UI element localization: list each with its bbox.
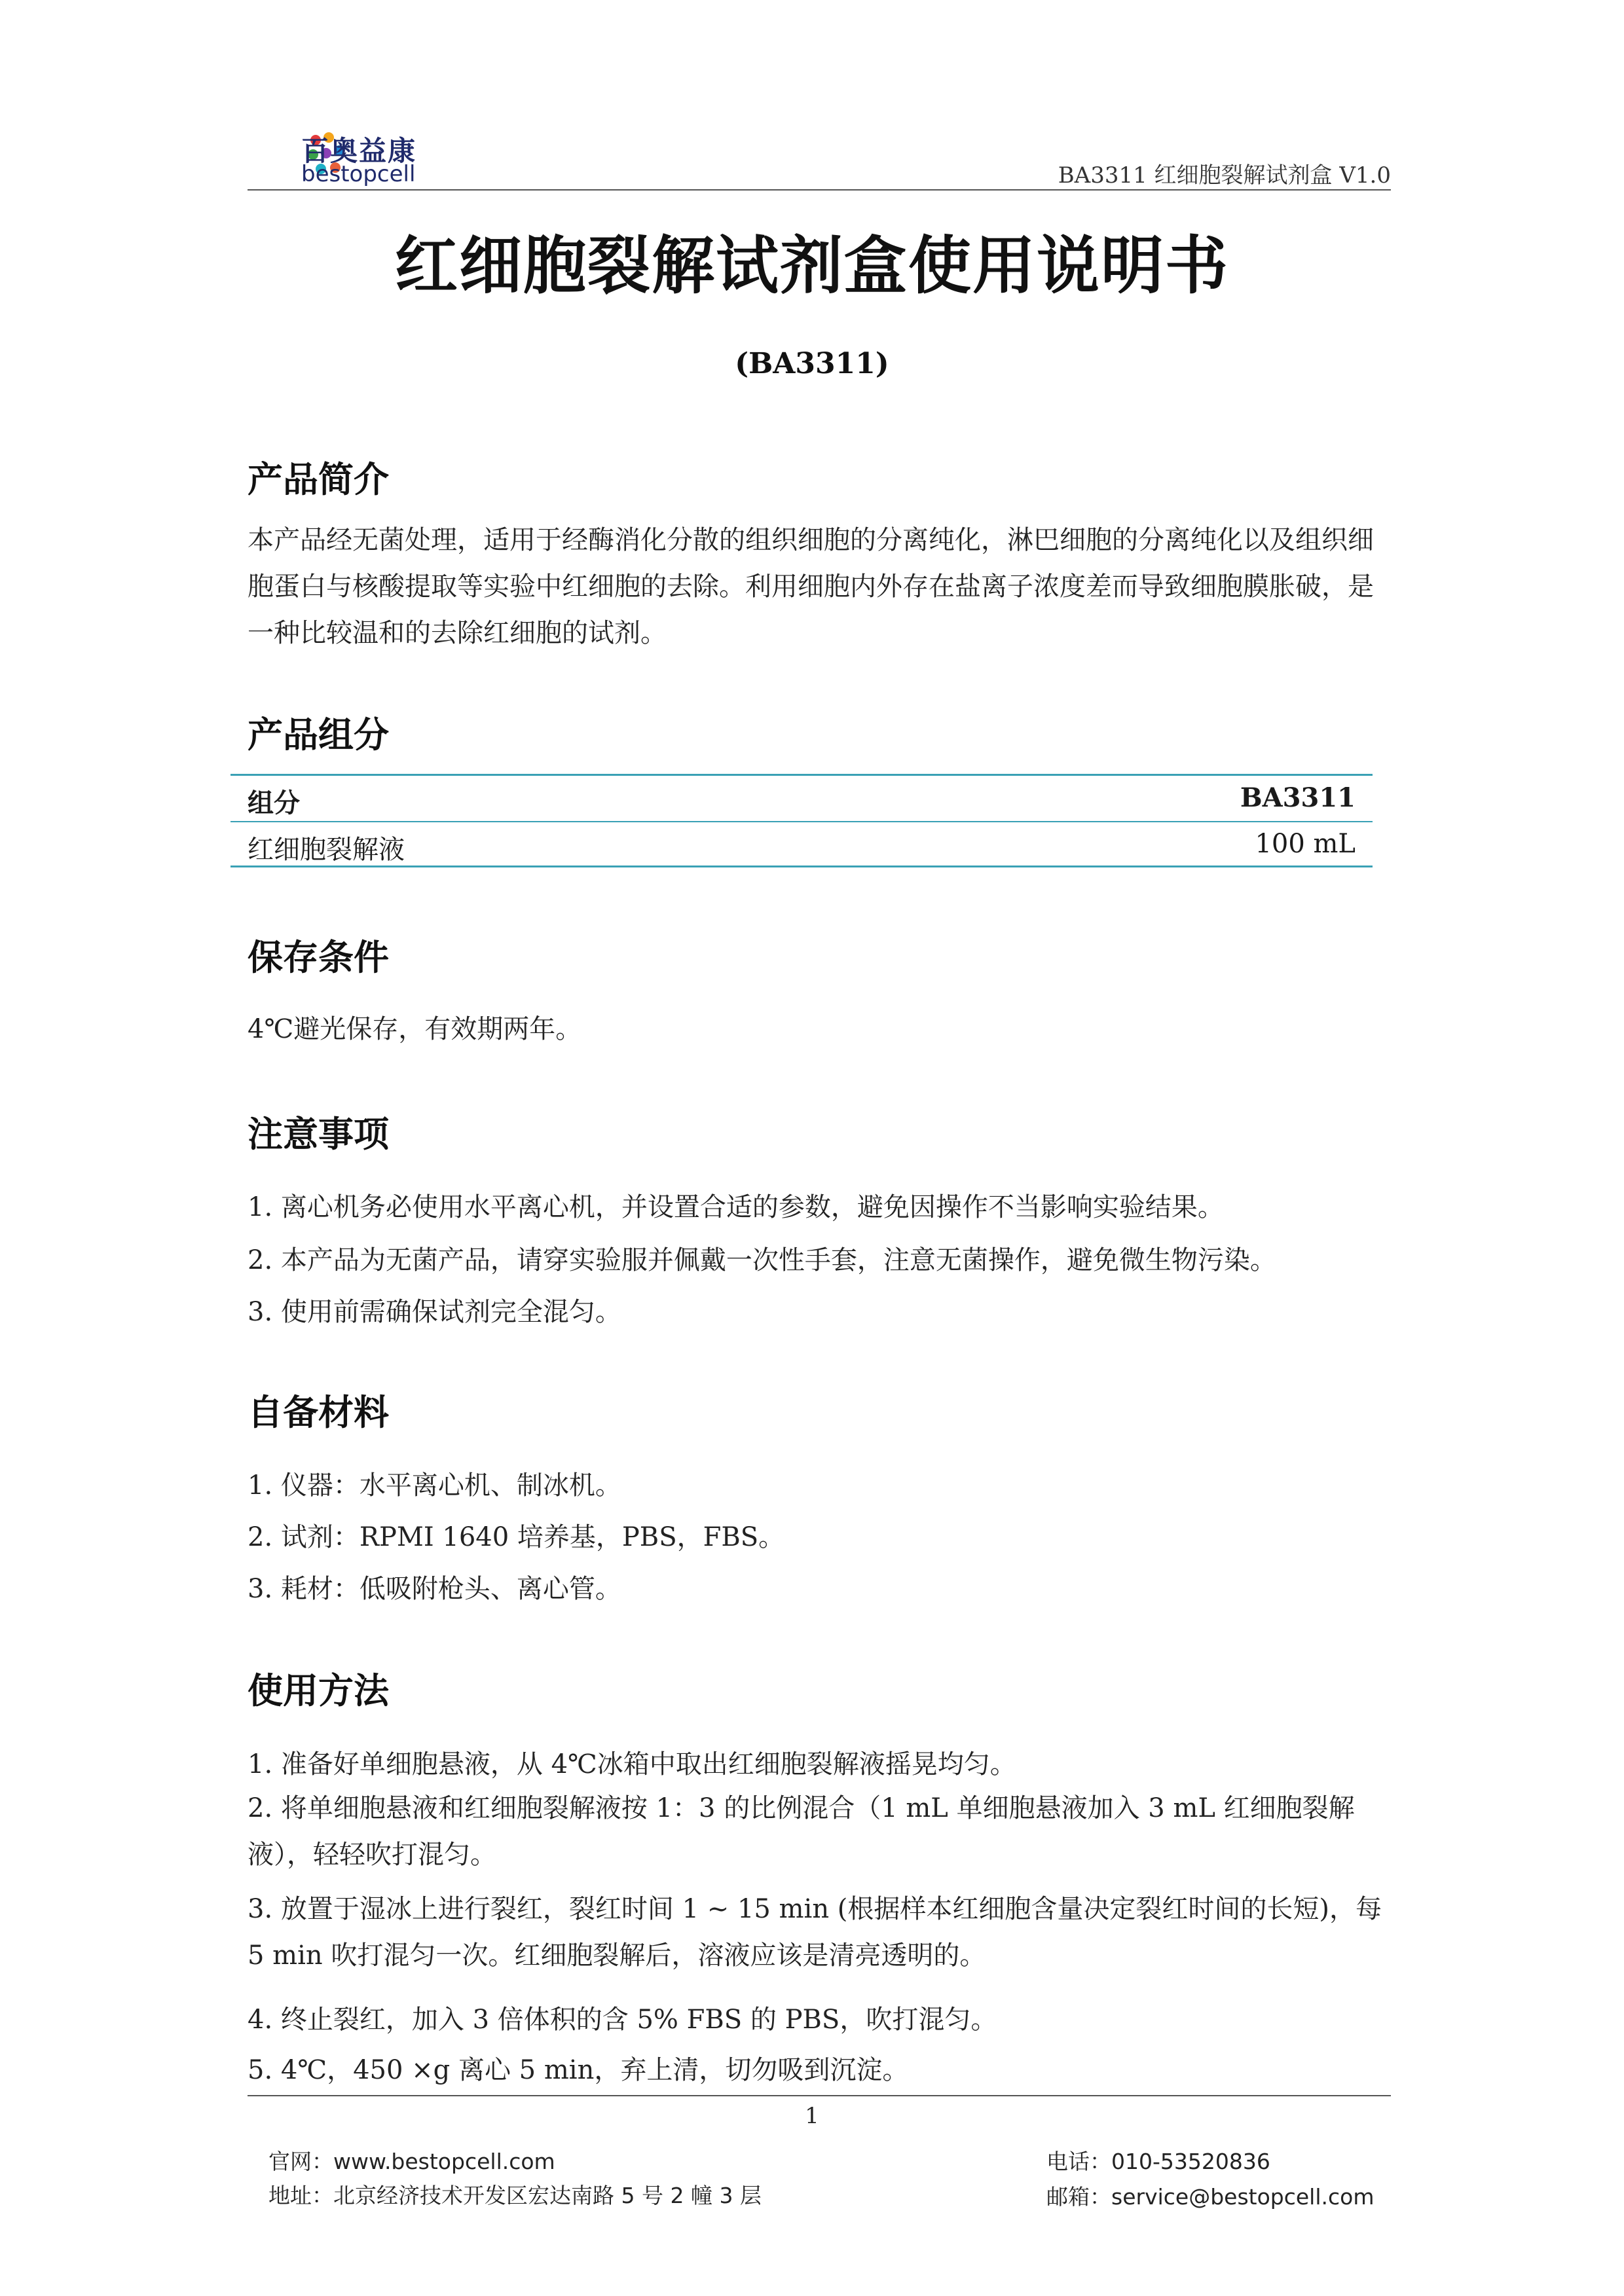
section-heading-components: 产品组分 (248, 714, 389, 756)
footer-website: 官网：www.bestopcell.com (268, 2149, 555, 2174)
table-header-divider (231, 821, 1373, 822)
section-heading-notes: 注意事项 (248, 1114, 389, 1155)
table-bottom-border (231, 866, 1373, 867)
list-item: 3. 使用前需确保试剂完全混匀。 (248, 1297, 621, 1327)
table-cell-volume: 100 mL (1255, 829, 1356, 859)
section-heading-storage: 保存条件 (248, 937, 389, 978)
list-item: 5. 4℃，450 ×g 离心 5 min，弃上清，切勿吸到沉淀。 (248, 2055, 909, 2085)
table-cell-component: 红细胞裂解液 (248, 835, 405, 865)
footer-divider (248, 2095, 1391, 2096)
table-top-border (231, 774, 1373, 776)
list-item: 3. 耗材：低吸附枪头、离心管。 (248, 1574, 621, 1604)
list-item: 1. 离心机务必使用水平离心机，并设置合适的参数，避免因操作不当影响实验结果。 (248, 1192, 1224, 1222)
product-code: (BA3311) (735, 347, 889, 380)
table-header-component: 组分 (248, 788, 300, 818)
header-product-label: BA3311 红细胞裂解试剂盒 V1.0 (1058, 162, 1391, 189)
document-title: 红细胞裂解试剂盒使用说明书 (395, 229, 1229, 302)
page-number: 1 (805, 2103, 819, 2129)
section-heading-materials: 自备材料 (248, 1392, 389, 1433)
list-item: 1. 仪器：水平离心机、制冰机。 (248, 1470, 621, 1501)
footer-phone: 电话：010-53520836 (1046, 2149, 1270, 2174)
footer-address: 地址：北京经济技术开发区宏达南路 5 号 2 幢 3 层 (268, 2183, 762, 2208)
logo-name-cn: 百奥益康 (301, 135, 417, 167)
section-heading-method: 使用方法 (248, 1670, 389, 1711)
header-divider (248, 189, 1391, 191)
table-header-code: BA3311 (1240, 782, 1356, 813)
storage-text: 4℃避光保存，有效期两年。 (248, 1014, 582, 1044)
footer-email: 邮箱：service@bestopcell.com (1046, 2184, 1375, 2210)
list-item: 2. 本产品为无菌产品，请穿实验服并佩戴一次性手套，注意无菌操作，避免微生物污染。 (248, 1245, 1276, 1275)
list-item: 3. 放置于湿冰上进行裂红，裂红时间 1 ~ 15 min (根据样本红细胞含量决定裂红时间的长短)，每 5 min 吹打混匀一次。红细胞裂解后，溶液应该是清亮透明的。 (248, 1894, 1382, 1971)
logo-name-en: bestopcell (301, 161, 416, 187)
section-heading-intro: 产品简介 (248, 459, 389, 500)
list-item: 2. 试剂：RPMI 1640 培养基，PBS，FBS。 (248, 1522, 785, 1552)
list-item: 4. 终止裂红，加入 3 倍体积的含 5% FBS 的 PBS，吹打混匀。 (248, 2005, 997, 2035)
list-item: 2. 将单细胞悬液和红细胞裂解液按 1：3 的比例混合（1 mL 单细胞悬液加入 3 mL 红细胞裂解液），轻轻吹打混匀。 (248, 1793, 1355, 1870)
list-item: 1. 准备好单细胞悬液，从 4℃冰箱中取出红细胞裂解液摇晃均匀。 (248, 1749, 1016, 1779)
intro-text: 本产品经无菌处理，适用于经酶消化分散的组织细胞的分离纯化，淋巴细胞的分离纯化以及组织细胞蛋白与核酸提取等实验中红细胞的去除。利用细胞内外存在盐离子浓度差而导致细胞膜胀破，是一种比较温和的去除红细胞的试剂。 (248, 525, 1374, 648)
